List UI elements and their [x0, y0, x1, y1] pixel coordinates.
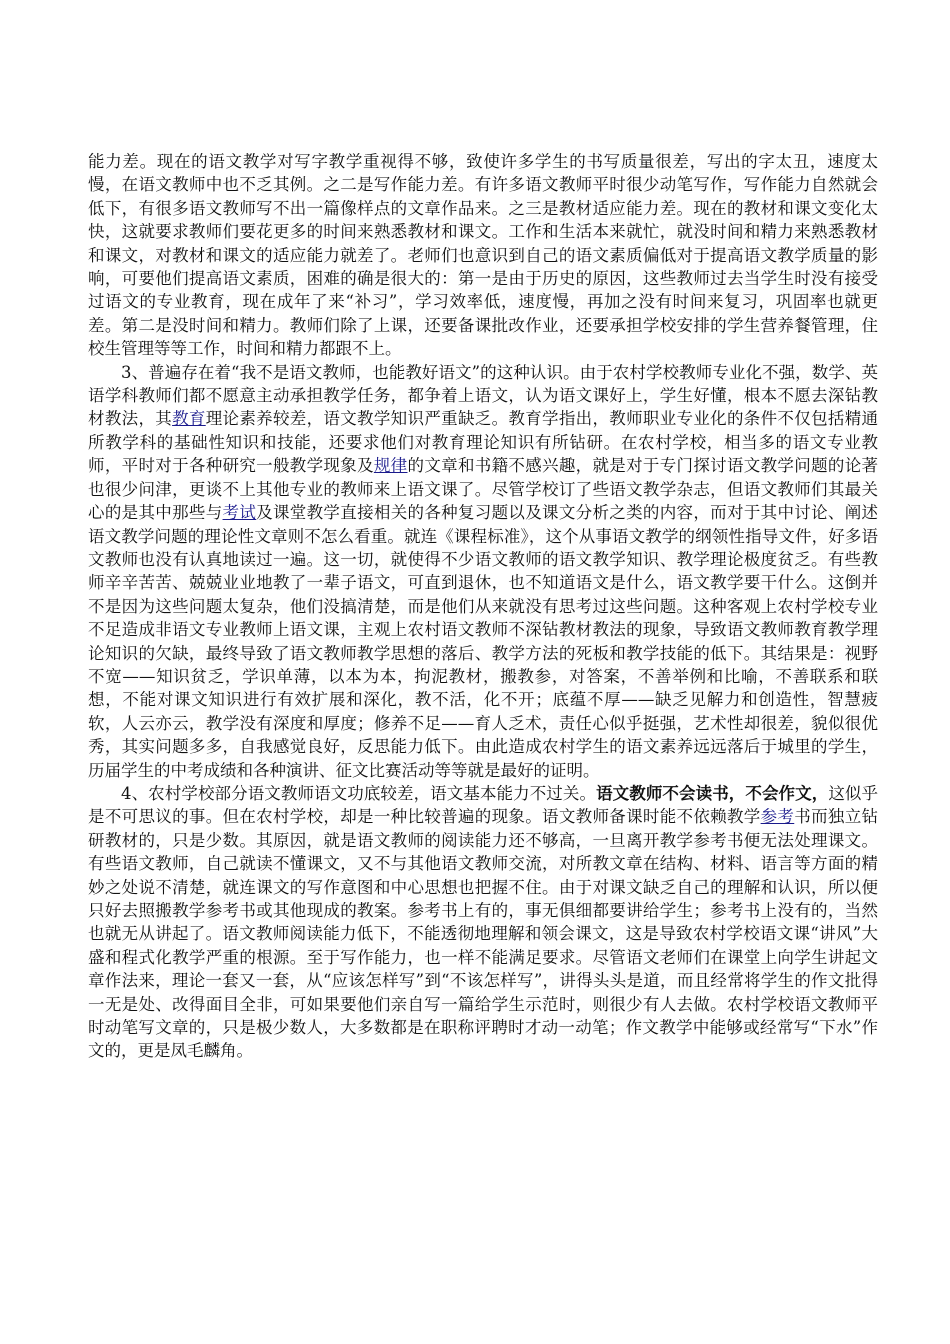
link-education[interactable]: 教育 — [172, 409, 206, 429]
paragraph-2-text-d: 及课堂教学直接相关的各种复习题以及课文分析之类的内容，而对于其中讨论、阐述语文教学问题的理论性文章则不怎么看重。就连《课程标准》，这个从事语文教学的纲领性指导文件，好多语文教师也没有认真地读过一遍。这一切，就使得不少语文教师的语文教学知识、教学理论极度贫乏。有些教师辛辛苦苦、兢兢业业地教了一辈子语文，可直到退休，也不知道语文是什么，语文教学要干什么。这倒并不是因为这些问题太复杂，他们没搞清楚，而是他们从来就没有思考过这些问题。这种客观上农村学校专业不足造成非语文专业教师上语文课，主观上农村语文教师不深钻教材教法的现象，导致语文教师教育教学理论知识的欠缺，最终导致了语文教师教学思想的落后、教学方法的死板和教学技能的低下。其结果是：视野不宽——知识贫乏，学识单薄，以本为本，拘泥教材，搬教参，对答案，不善举例和比喻，不善联系和联想，不能对课文知识进行有效扩展和深化，教不活，化不开；底蕴不厚——缺乏见解力和创造性，智慧疲软，人云亦云，教学没有深度和厚度；修养不足——育人乏术，责任心似乎挺强，艺术性却很差，貌似很优秀，其实问题多多，自我感觉良好，反思能力低下。由此造成农村学生的语文素养远远落后于城里的学生，历届学生的中考成绩和各种演讲、征文比赛活动等等就是最好的证明。 — [88, 503, 879, 780]
paragraph-3 — [88, 782, 878, 1063]
paragraph-3-text-c: 书而独立钻研教材的，只是少数。其原因，就是语文教师的阅读能力还不够高，一旦离开教学参考书便无法处理课文。有些语文教师，自己就读不懂课文，又不与其他语文教师交流，对所教文章在结构、材料、语言等方面的精妙之处说不清楚，就连课文的写作意图和中心思想也把握不住。由于对课文缺乏自己的理解和认识，所以便只好去照搬教学参考书或其他现成的教案。参考书上有的，事无俱细都要讲给学生；参考书上没有的，当然也就无从讲起了。语文教师阅读能力低下，不能透彻地理解和领会课文，这是导致农村学校语文课“讲风”大盛和程式化教学严重的根源。至于写作能力，也一样不能满足要求。尽管语文老师们在课堂上向学生讲起文章作法来，理论一套又一套，从“应该怎样写”到“不该怎样写”，讲得头头是道，而且经常将学生的作文批得一无是处、改得面目全非，可如果要他们亲自写一篇给学生示范时，则很少有人去做。农村学校语文教师平时动笔写文章的，只是极少数人，大多数都是在职称评聘时才动一动笔；作文教学中能够或经常写“下水”作文的，更是凤毛麟角。 — [88, 807, 879, 1061]
link-rules[interactable]: 规律 — [373, 456, 408, 476]
paragraph-2-text-b: 理论素养较差，语文教学知识严重缺乏。教育学指出，教师职业专业化的条件不仅包括精通所教学科的基础性知识和技能，还要求他们对教育理论知识有所钻研。在农村学校，相当多的语文专业教师，平时对于各种研究一般教学现象及 — [88, 409, 879, 476]
paragraph-2-text-a: 3、普遍存在着“我不是语文教师，也能教好语文”的这种认识。由于农村学校教师专业化不强，数学、英语学科教师们都不愿意主动承担教学任务，都争着上语文，认为语文课好上，学生好懂，根本不愿去深钻教材教法，其 — [88, 362, 878, 429]
paragraph-2 — [88, 361, 878, 782]
paragraph-2-text-c: 的文章和书籍不感兴趣，就是对于专门探讨语文教学问题的论著也很少问津，更谈不上其他专业的教师来上语文课了。尽管学校订了些语文教学杂志，但语文教师们其最关心的是其中那些与 — [88, 456, 879, 523]
paragraph-1 — [88, 150, 878, 361]
paragraph-3-text-a: 4、农村学校部分语文教师语文功底较差，语文基本能力不过关。 — [121, 783, 597, 803]
paragraph-3-bold-text: 语文教师不会读书，不会作文， — [596, 783, 829, 803]
link-exam[interactable]: 考试 — [222, 503, 257, 523]
document-body — [88, 150, 878, 1063]
paragraph-1-text: 能力差。现在的语文教学对写字教学重视得不够，致使许多学生的书写质量很差，写出的字太丑，速度太慢，在语文教师中也不乏其例。之二是写作能力差。有许多语文教师平时很少动笔写作，写作能力自然就会低下，有很多语文教师写不出一篇像样点的文章作品来。之三是教材适应能力差。现在的教材和课文变化太快，这就要求教师们要花更多的时间来熟悉教材和课文。工作和生活本来就忙，就没时间和精力来熟悉教材和课文，对教材和课文的适应能力就差了。老师们也意识到自己的语文素质偏低对于提高语文教学质量的影响，可要他们提高语文素质，困难的确是很大的：第一是由于历史的原因，这些教师过去当学生时没有接受过语文的专业教育，现在成年了来“补习”，学习效率低，速度慢，再加之没有时间来复习，巩固率也就更差。第二是没时间和精力。教师们除了上课，还要备课批改作业，还要承担学校安排的学生营养餐管理，住校生管理等等工作，时间和精力都跟不上。 — [88, 152, 878, 359]
link-reference[interactable]: 参考 — [760, 807, 795, 827]
paragraph-3-text-b: 这似乎是不可思议的事。但在农村学校，却是一种比较普遍的现象。语文教师备课时能不依赖教学 — [88, 783, 879, 827]
